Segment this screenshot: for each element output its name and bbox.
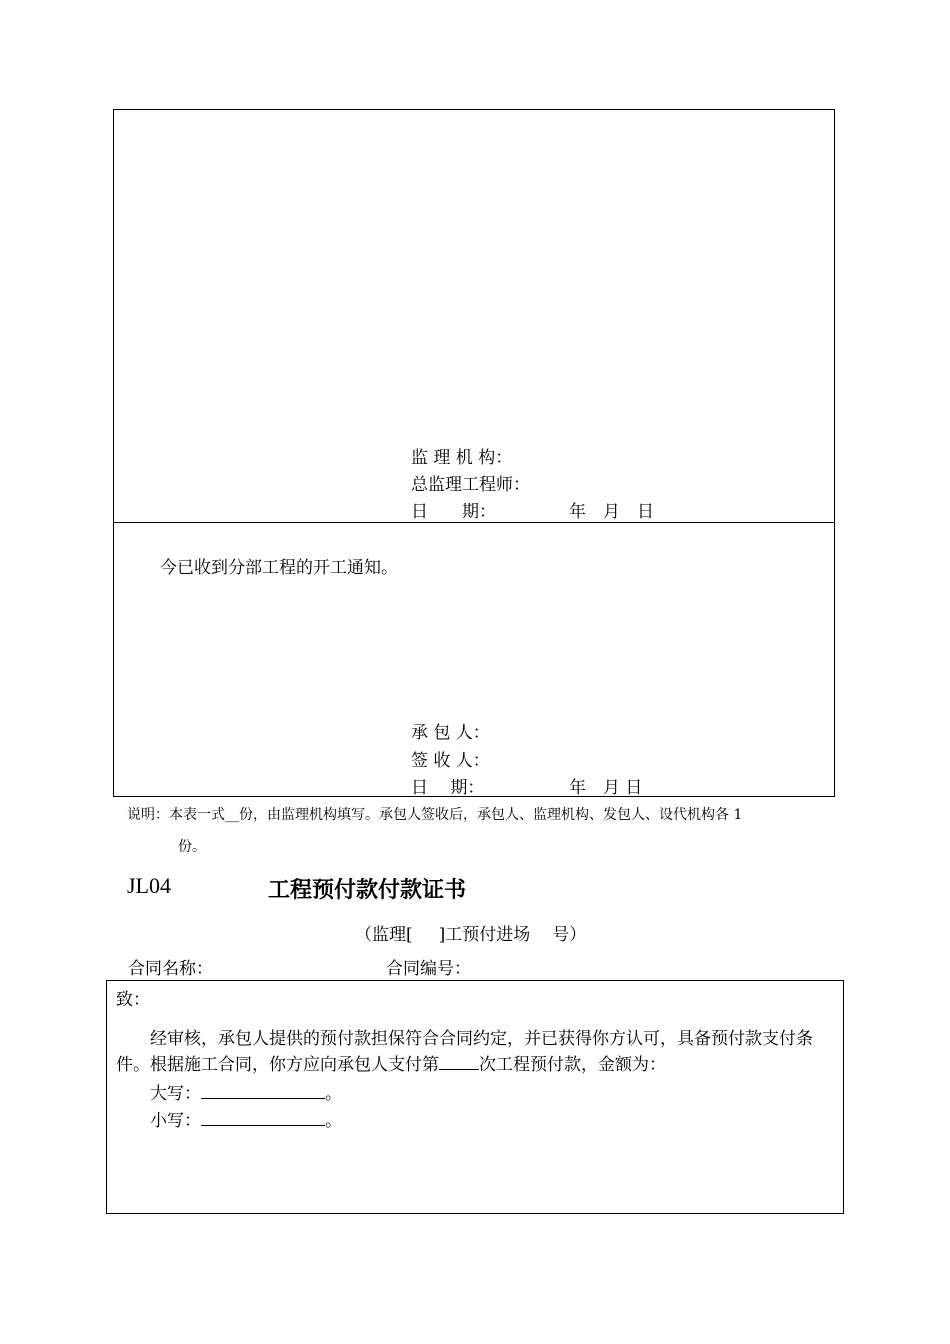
to-label: 致： <box>116 990 150 1010</box>
ref-open: （监理[ <box>355 925 413 945</box>
contract-name-label: 合同名称： <box>128 959 213 979</box>
date-label-1: 日 期： <box>411 502 496 522</box>
receiver-label: 签 收 人： <box>411 751 490 771</box>
installment-blank <box>439 1053 479 1070</box>
reference-number <box>355 920 586 945</box>
amount-words-row <box>150 1079 342 1104</box>
note-line-2: 份。 <box>178 839 206 855</box>
contract-number-label: 合同编号： <box>386 959 471 979</box>
ref-mid: ]工预付进场 <box>438 925 531 945</box>
date-fields-1: 年 月 日 <box>569 502 654 522</box>
note-line-1: 说明：本表一式__份，由监理机构填写。承包人签收后，承包人、监理机构、发包人、设代机构各 1 <box>127 807 743 823</box>
amount-words-blank <box>201 1082 325 1099</box>
form-code: JL04 <box>127 873 171 898</box>
body-part2: 次工程预付款，金额为： <box>479 1055 666 1075</box>
amount-figures-period: 。 <box>325 1111 342 1131</box>
contractor-label: 承 包 人： <box>411 723 490 743</box>
certificate-body <box>116 1026 840 1078</box>
amount-words-period: 。 <box>325 1084 342 1104</box>
section-divider <box>113 522 835 523</box>
form-title: 工程预付款付款证书 <box>268 878 467 903</box>
amount-figures-blank <box>201 1109 325 1126</box>
date-fields-2: 年 月 日 <box>569 778 643 798</box>
amount-words-label: 大写： <box>150 1084 201 1104</box>
amount-figures-row <box>150 1106 342 1131</box>
body-part1: 经审核，承包人提供的预付款担保符合合同约定，并已获得你方认可，具备预付款支付条件。根据施工合同，你方应向承包人支付第 <box>116 1029 813 1075</box>
start-notice-text: 今已收到分部工程的开工通知。 <box>160 558 398 578</box>
date-label-2: 日 期： <box>411 778 485 798</box>
amount-figures-label: 小写： <box>150 1111 201 1131</box>
chief-engineer-label: 总监理工程师： <box>411 475 530 495</box>
supervision-agency-label: 监 理 机 构： <box>411 448 513 468</box>
ref-close: 号） <box>552 925 587 945</box>
